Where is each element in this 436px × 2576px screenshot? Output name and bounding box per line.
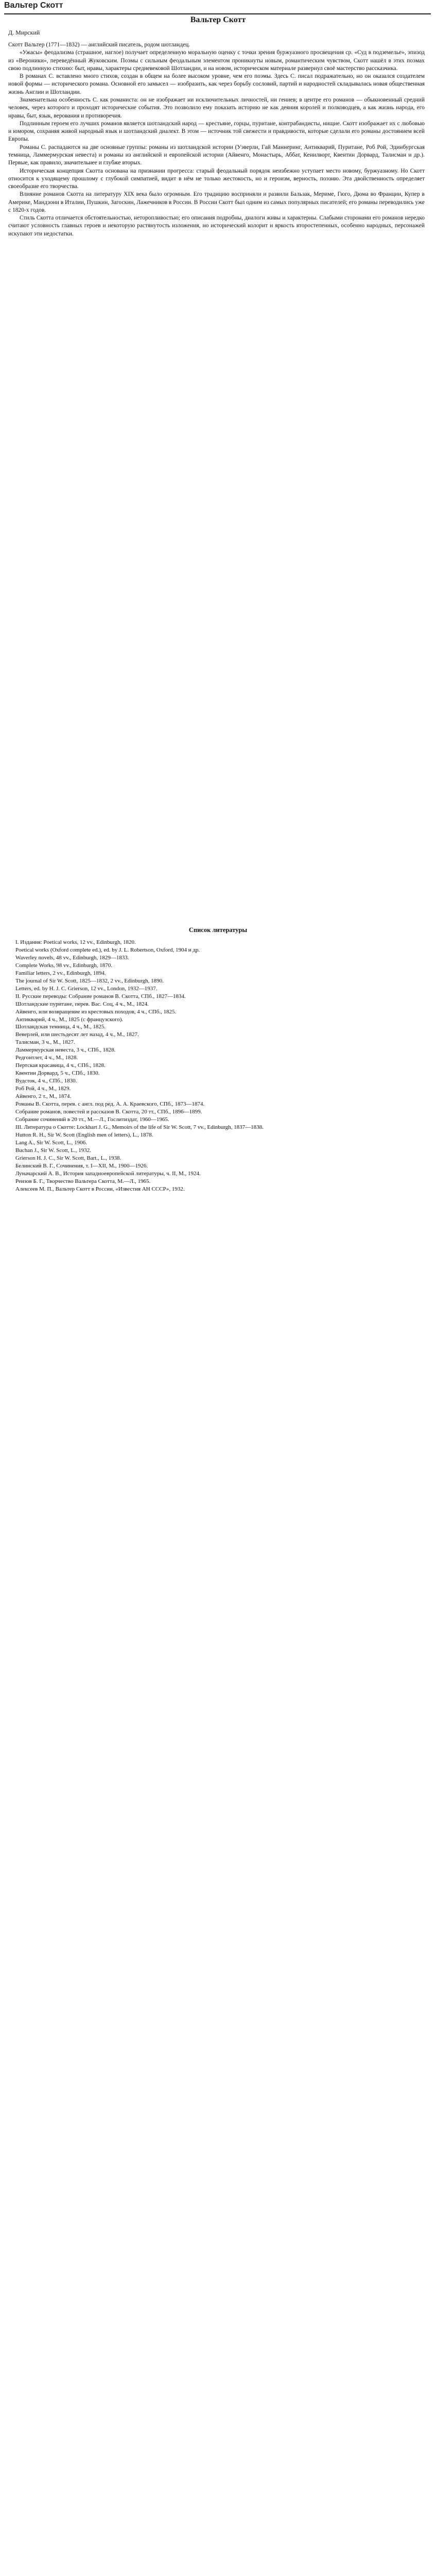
bibliography-item: Poetical works (Oxford complete ed.), ed. by J. L. Robertson, Oxford, 1904 и др.	[15, 946, 200, 953]
article-paragraph: Подлинным героем его лучших романов является шотландский народ — крестьяне, горцы, пуритане, контрабандисты, нищие. Скотт изображает их с любовью и юмором, сохраняя живой народный язык и шотландский диалект. В этом — источник той свежести и правдивости, которые сделали его романы достоянием всей Европы.	[8, 120, 425, 143]
bibliography-item: Ламмермурская невеста, 3 ч., СПб., 1828.	[15, 1047, 116, 1054]
bibliography-item: Редгонтлет, 4 ч., М., 1828.	[15, 1055, 78, 1061]
bibliography-item: Шотландская темница, 4 ч., М., 1825.	[15, 1024, 106, 1030]
bibliography-item: Собрание сочинений в 20 тт., М.—Л., Гослитиздат, 1960—1965.	[15, 1116, 169, 1123]
bibliography-item: Шотландские пуритане, перев. Вас. Соц, 4 ч., М., 1824.	[15, 1001, 149, 1007]
bibliography-item: Роб Рой, 4 ч., М., 1829.	[15, 1086, 71, 1092]
bibliography-item: Антикварий, 4 ч., М., 1825 (с французского).	[15, 1016, 124, 1023]
bibliography-item: Романы В. Скотта, перев. с англ. под ред. А. А. Краевского, СПб., 1873—1874.	[15, 1101, 205, 1108]
bibliography-item: Complete Works, 98 vv., Edinburgh, 1870.	[15, 962, 113, 969]
bibliography-item: Реизов Б. Г., Творчество Вальтера Скотта, М.—Л., 1965.	[15, 1178, 151, 1184]
document-author: Д. Мирский	[8, 29, 40, 36]
bibliography-item: Айвенго, или возвращение из крестовых походов, 4 ч., СПб., 1825.	[15, 1008, 177, 1015]
bibliography-list	[8, 939, 425, 2576]
bibliography-item: Квентин Дорвард, 5 ч., СПб., 1830.	[15, 1070, 100, 1077]
article-paragraph: «Ужасы» феодализма (страшное, наглое) получает определенную моральную оценку с точки зрения буржуазного просвещения ср. «Суд в подземелье», эпизод из «Вероники», переведённый Жуковским. Поэмы с сильным феодальным элементом проникнуты новым, романтическим чувством, Скотт нашёл в этих поэмах свою подлинную стихию: быт, нравы, характеры средневековой Шотландии, и на новом, историческом материале развернул своё мастерство рассказчика.	[8, 49, 425, 72]
bibliography-item: Familiar letters, 2 vv., Edinburgh, 1894.	[15, 970, 106, 976]
bibliography-item: Талисман, 3 ч., М., 1827.	[15, 1039, 75, 1046]
bibliography-item: Waverley novels, 48 vv., Edinburgh, 1829—1833.	[15, 954, 129, 961]
bibliography-item: III. Литература о Скотте: Lockhart J. G., Memoirs of the life of Sir W. Scott, 7 vv., Edinburgh, 1837—1838.	[15, 1124, 264, 1130]
bibliography-item: II. Русские переводы: Собрание романов В. Скотта, СПб., 1827—1834.	[15, 993, 186, 999]
bibliography-item: Lang A., Sir W. Scott, L., 1906.	[15, 1139, 88, 1146]
bibliography-item: Letters, ed. by H. J. C. Grierson, 12 vv., London, 1932—1937.	[15, 985, 158, 992]
header-divider	[4, 13, 431, 14]
article-paragraph: Знаменательна особенность С. как романиста: он не изображает ни исключительных личностей, ни гениев; в центре его романов — обыкновенный средний человек, через которого и проходят исторические события. Это позволило ему показать историю не как деяния королей и полководцев, а как жизнь народа, его нравы, быт, язык, верования и противоречия.	[8, 96, 425, 119]
bibliography-item: Вудсток, 4 ч., СПб., 1830.	[15, 1078, 77, 1084]
article-paragraph: Влияние романов Скотта на литературу XIX века было огромным. Его традицию восприняли и развили Бальзак, Мериме, Гюго, Дюма во Франции, Купер в Америке, Мандзони в Италии, Пушкин, Загоскин, Лажечников в России. В России Скотт был одним из самых популярных писателей; его романы переводились уже с 1820-х годов.	[8, 191, 425, 213]
bibliography-item: Луначарский А. В., История западноевропейской литературы, ч. II, М., 1924.	[15, 1170, 201, 1177]
bibliography-item: Hutton R. H., Sir W. Scott (English men of letters), L., 1878.	[15, 1131, 153, 1138]
page-title: Вальтер Скотт	[4, 1, 63, 10]
bibliography-item: Алексеев М. П., Вальтер Скотт в России, «Известия АН СССР», 1932.	[15, 1185, 185, 1192]
article-body	[8, 41, 425, 912]
article-paragraph: Романы С. распадаются на две основные группы: романы из шотландской истории (Уэверли, Гай Маннеринг, Антикварий, Пуритане, Роб Рой, Эдинбургская темница, Ламмермурская невеста) и романы из английской и европейской истории (Айвенго, Монастырь, Аббат, Кенилворт, Квентин Дорвард, Талисман и др.). Первые, как правило, значительнее и глубже вторых.	[8, 144, 425, 166]
bibliography-item: Айвенго, 2 т., М., 1874.	[15, 1093, 72, 1100]
article-paragraph: Историческая концепция Скотта основана на признании прогресса: старый феодальный порядок неизбежно уступает место новому, буржуазному. Но Скотт относится к уходящему прошлому с глубокой симпатией, видит в нём не только жестокость, но и героизм, верность, поэзию. Эта двойственность определяет своеобразие его творчества.	[8, 167, 425, 190]
bibliography-item: The journal of Sir W. Scott, 1825—1832, 2 vv., Edinburgh, 1890.	[15, 977, 164, 984]
article-paragraph: Скотт Вальтер (1771—1832) — английский писатель, родом шотландец.	[8, 42, 190, 48]
article-paragraph: Стиль Скотта отличается обстоятельностью, неторопливостью; его описания подробны, диалоги живы и характерны. Слабыми сторонами его романов нередко считают условность главных героев и некоторую растянутость изложения, но исторический колорит и яркость второстепенных, особенно народных, персонажей искупают эти недостатки.	[8, 215, 425, 237]
bibliography-item: I. Издания: Poetical works, 12 vv., Edinburgh, 1820.	[15, 939, 136, 945]
bibliography-item: Собрание романов, повестей и рассказов В. Скотта, 20 тт., СПб., 1896—1899.	[15, 1108, 202, 1115]
bibliography-item: Белинский В. Г., Сочинения, т. I—XII, М., 1900—1926.	[15, 1162, 148, 1169]
article-paragraph: В романах С. вставлено много стихов, создан в общем на более высоком уровне, чем его поэмы. Здесь С. писал подражательно, но он оказался создателем новой формы — исторического романа. Основной его замысел — изобразить, как через борьбу сословий, партий и народностей складывалась новая общественная жизнь Англии и Шотландии.	[8, 73, 425, 95]
bibliography-item: Веверлей, или шестьдесят лет назад, 4 ч., М., 1827.	[15, 1031, 139, 1038]
literature-heading: Список литературы	[188, 926, 248, 934]
bibliography-item: Buchan J., Sir W. Scott, L., 1932.	[15, 1147, 91, 1154]
document-title: Вальтер Скотт	[190, 15, 246, 24]
bibliography-item: Grierson H. J. C., Sir W. Scott, Bart., L., 1938.	[15, 1155, 121, 1161]
bibliography-item: Пертская красавица, 4 ч., СПб., 1828.	[15, 1062, 106, 1069]
